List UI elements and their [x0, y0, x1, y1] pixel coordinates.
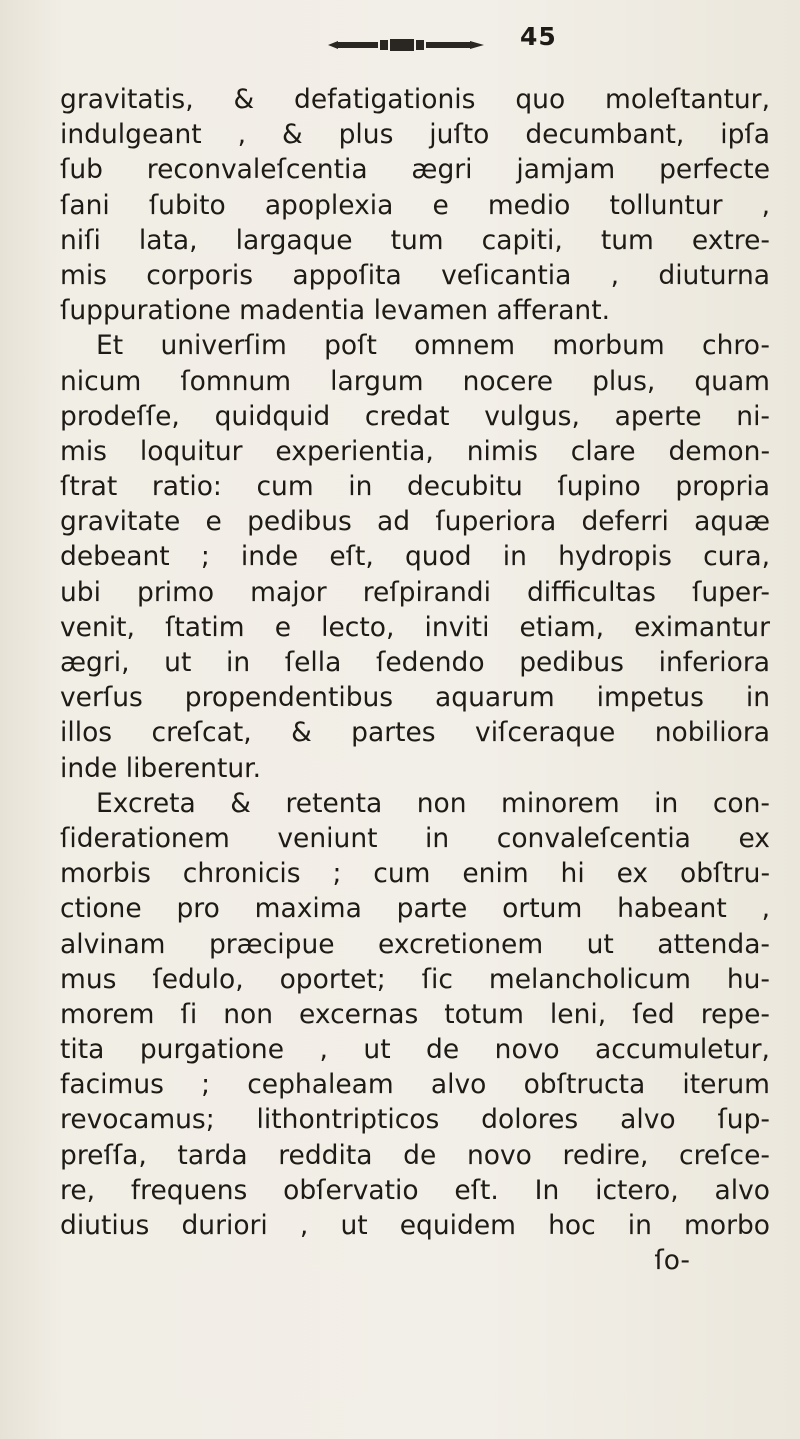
text-line: mis corporis appoſita veſicantia , diuturna: [60, 259, 770, 291]
paragraph-start-line: Excreta & retenta non minorem in con-: [96, 787, 770, 819]
text-line: mis loquitur experientia, nimis clare demon-: [60, 435, 770, 467]
text-line: preſſa, tarda reddita de novo redire, creſce-: [60, 1139, 770, 1171]
text-line: niſi lata, largaque tum capiti, tum extre-: [60, 224, 770, 256]
text-line: revocamus; lithontripticos dolores alvo ſup-: [60, 1104, 770, 1136]
text-line: gravitatis, & defatigationis quo moleſtantur,: [60, 84, 770, 115]
text-line: ubi primo major reſpirandi difficultas ſuper-: [60, 576, 770, 608]
text-line: ſiderationem veniunt in convaleſcentia ex: [60, 822, 770, 854]
text-line: facimus ; cephaleam alvo obſtructa iterum: [60, 1069, 770, 1101]
text-line: tita purgatione , ut de novo accumuletur,: [60, 1034, 770, 1066]
text-line: ſtrat ratio: cum in decubitu ſupino propria: [60, 471, 770, 503]
text-line: illos creſcat, & partes viſceraque nobiliora: [60, 717, 770, 749]
text-line: prodeſſe, quidquid credat vulgus, aperte ni-: [60, 400, 770, 432]
catchword: ſo-: [654, 1245, 690, 1277]
text-line: diutius duriori , ut equidem hoc in morbo: [60, 1210, 770, 1241]
text-line: verſus propendentibus aquarum impetus in: [60, 682, 770, 714]
text-line: ſuppuratione madentia levamen afferant.: [60, 295, 611, 327]
text-line: ſani ſubito apoplexia e medio tolluntur ,: [60, 189, 770, 221]
text-line: ſub reconvaleſcentia ægri jamjam perfecte: [60, 154, 770, 186]
text-line: debeant ; inde eſt, quod in hydropis cura,: [60, 541, 770, 573]
text-line: ctione pro maxima parte ortum habeant ,: [60, 893, 770, 925]
text-line: gravitate e pedibus ad ſuperiora deferri aquæ: [60, 506, 770, 538]
text-line: re, frequens obſervatio eſt. In ictero, alvo: [60, 1174, 770, 1206]
paragraph-start-line: Et univerſim poſt omnem morbum chro-: [96, 330, 770, 362]
text-line: morem ſi non excernas totum leni, ſed repe-: [60, 998, 770, 1030]
ornament-rule: [328, 38, 488, 52]
text-line: venit, ſtatim e lecto, inviti etiam, eximantur: [60, 611, 770, 643]
text-line: indulgeant , & plus juſto decumbant, ipſa: [60, 119, 770, 151]
text-line: nicum ſomnum largum nocere plus, quam: [60, 365, 770, 397]
page-number: 45: [520, 22, 557, 51]
text-line: inde liberentur.: [60, 752, 262, 784]
body-text: [60, 82, 770, 1278]
text-line: ægri, ut in ſella ſedendo pedibus inferiora: [60, 647, 770, 678]
text-line: alvinam præcipue excretionem ut attenda-: [60, 928, 770, 960]
text-line: morbis chronicis ; cum enim hi ex obſtru-: [60, 858, 770, 890]
text-line: mus ſedulo, oportet; ſic melancholicum hu-: [60, 963, 770, 995]
